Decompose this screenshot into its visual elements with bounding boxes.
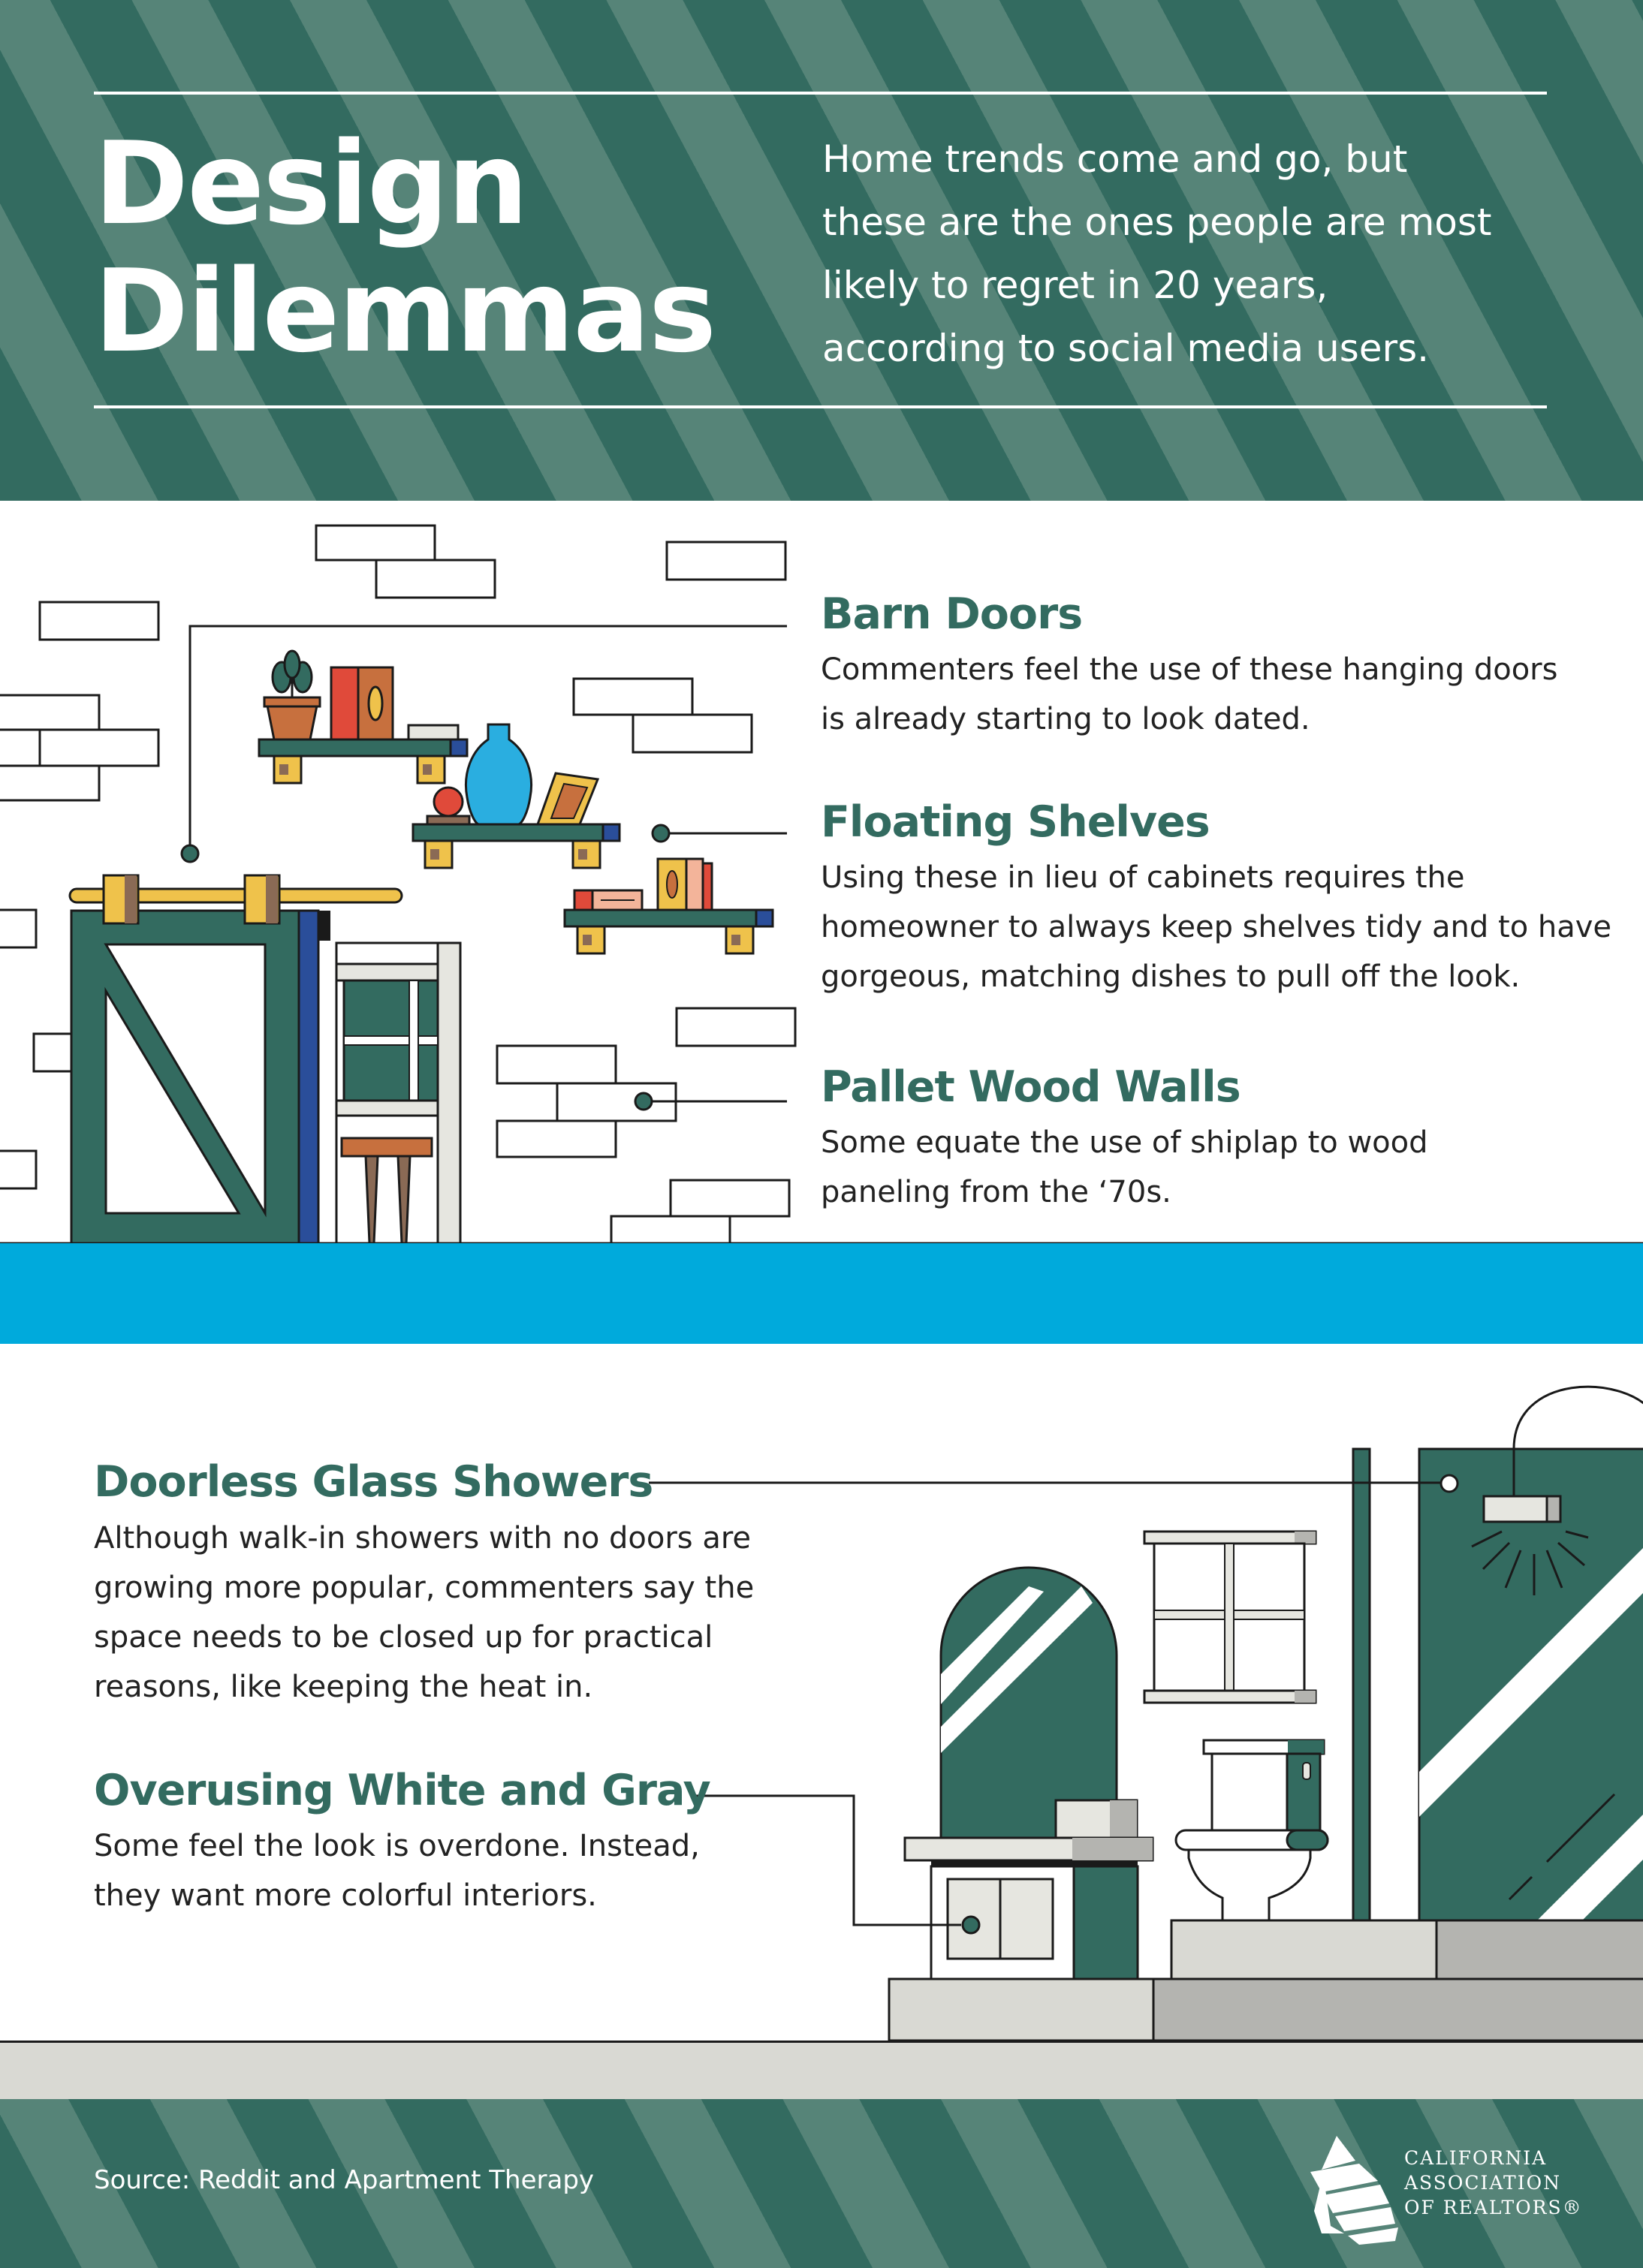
logo-line-2: ASSOCIATION xyxy=(1404,2172,1561,2194)
logo-line-3: OF REALTORS® xyxy=(1404,2197,1583,2218)
item-body-barn-doors: Commenters feel the use of these hanging doors is already starting to look dated. xyxy=(821,652,1558,736)
item-body-floating-shelves: Using these in lieu of cabinets requires the homeowner to always keep shelves tidy and to have gorgeous, matching dishes to pull off the look. xyxy=(821,860,1612,994)
item-body-doorless-glass-showers: Although walk-in showers with no doors are growing more popular, commenters say the space needs to be closed up for practical reasons, like keeping the heat in. xyxy=(94,1521,755,1704)
item-body-overusing-white-gray: Some feel the look is overdone. Instead, they want more colorful interiors. xyxy=(94,1829,700,1913)
item-title-barn-doors: Barn Doors xyxy=(821,589,1083,639)
item-body-pallet-wood-walls: Some equate the use of shiplap to wood paneling from the ‘70s. xyxy=(821,1125,1428,1209)
realtors-logo-text xyxy=(1404,2146,1583,2220)
source-credit: Source: Reddit and Apartment Therapy xyxy=(94,2165,595,2195)
title-line-1: Design xyxy=(94,117,527,250)
item-title-doorless-glass-showers: Doorless Glass Showers xyxy=(94,1457,653,1507)
item-title-floating-shelves: Floating Shelves xyxy=(821,797,1210,847)
item-title-overusing-white-gray: Overusing White and Gray xyxy=(94,1766,710,1815)
item-title-pallet-wood-walls: Pallet Wood Walls xyxy=(821,1062,1241,1112)
title-line-2: Dilemmas xyxy=(94,245,716,378)
logo-line-1: CALIFORNIA xyxy=(1404,2147,1548,2169)
intro-text: Home trends come and go, but these are the ones people are most likely to regret in 20 years, according to social media users. xyxy=(822,137,1492,370)
